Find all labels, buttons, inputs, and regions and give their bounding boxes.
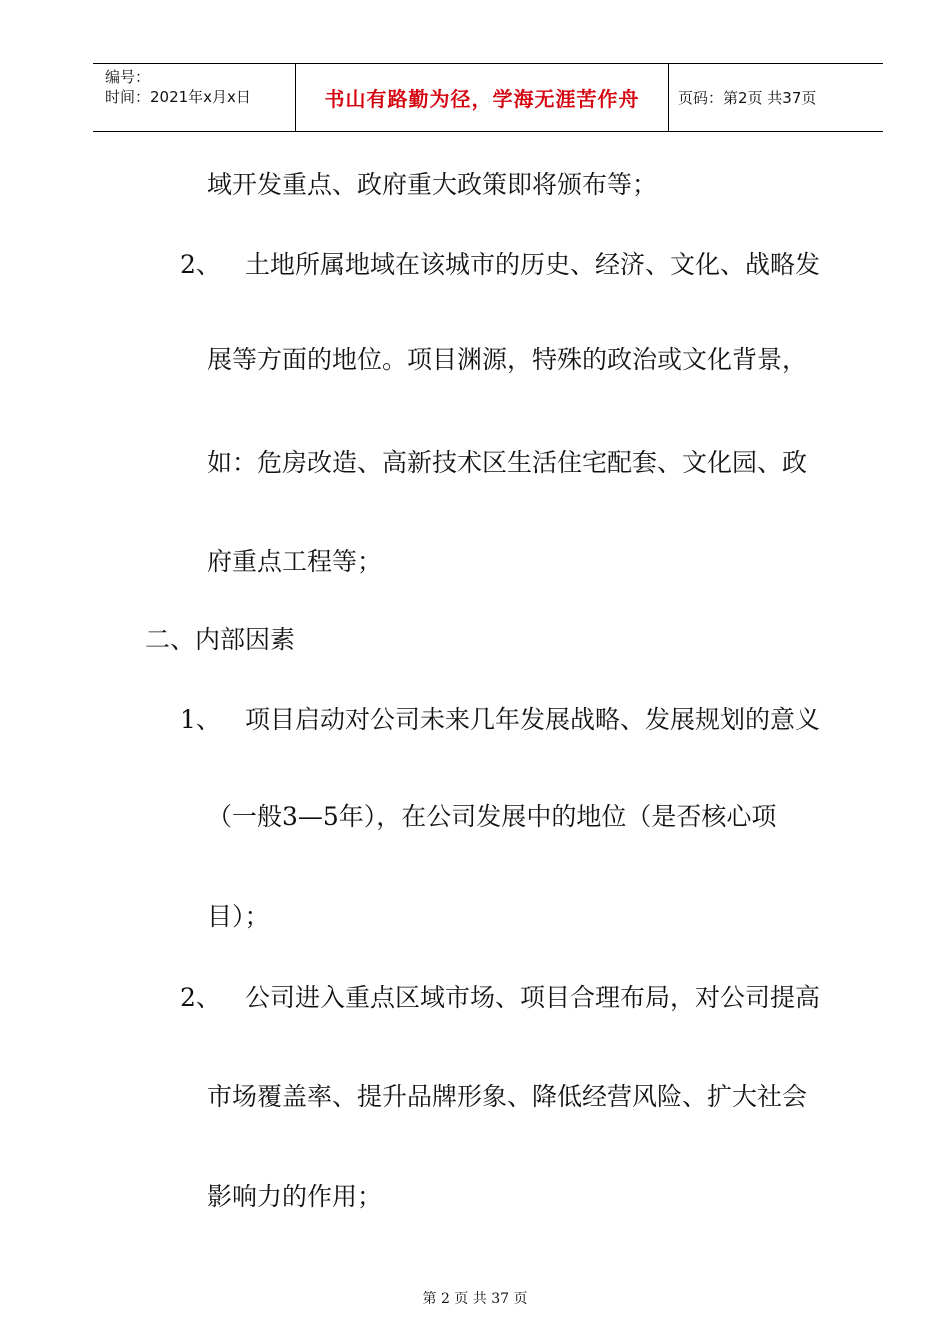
page-footer: 第 2 页 共 37 页 bbox=[422, 1291, 528, 1307]
body-line: 展等方面的地位。项目渊源，特殊的政治或文化背景， bbox=[207, 345, 808, 374]
body-line: 府重点工程等； bbox=[207, 547, 383, 576]
header-page-cell bbox=[668, 64, 883, 131]
header-page-label: 页码：第2页 共37页 bbox=[678, 89, 817, 107]
body-line: 土地所属地域在该城市的历史、经济、文化、战略发 bbox=[245, 250, 821, 279]
body-line: 如：危房改造、高新技术区生活住宅配套、文化园、政 bbox=[207, 448, 808, 477]
section-heading: 二、内部因素 bbox=[145, 625, 296, 654]
body-line: 公司进入重点区域市场、项目合理布局，对公司提高 bbox=[245, 983, 821, 1012]
header-motto: 书山有路勤为径，学海无涯苦作舟 bbox=[324, 87, 640, 111]
document-time-label: 时间：2021年x月x日 bbox=[105, 88, 251, 106]
header-meta bbox=[93, 64, 295, 131]
body-line: 项目启动对公司未来几年发展战略、发展规划的意义 bbox=[245, 705, 821, 734]
list-number: 2、 bbox=[180, 250, 221, 279]
body-line: 市场覆盖率、提升品牌形象、降低经营风险、扩大社会 bbox=[207, 1082, 808, 1111]
body-line: （一般3—5年），在公司发展中的地位（是否核心项 bbox=[207, 802, 777, 831]
list-number: 2、 bbox=[180, 983, 221, 1012]
list-number: 1、 bbox=[180, 705, 221, 734]
page-header bbox=[93, 63, 883, 132]
body-line: 域开发重点、政府重大政策即将颁布等； bbox=[207, 170, 658, 199]
document-number-label: 编号： bbox=[105, 68, 151, 86]
header-motto-cell bbox=[295, 64, 669, 131]
body-line: 目）； bbox=[207, 902, 270, 931]
body-line: 影响力的作用； bbox=[207, 1182, 383, 1211]
